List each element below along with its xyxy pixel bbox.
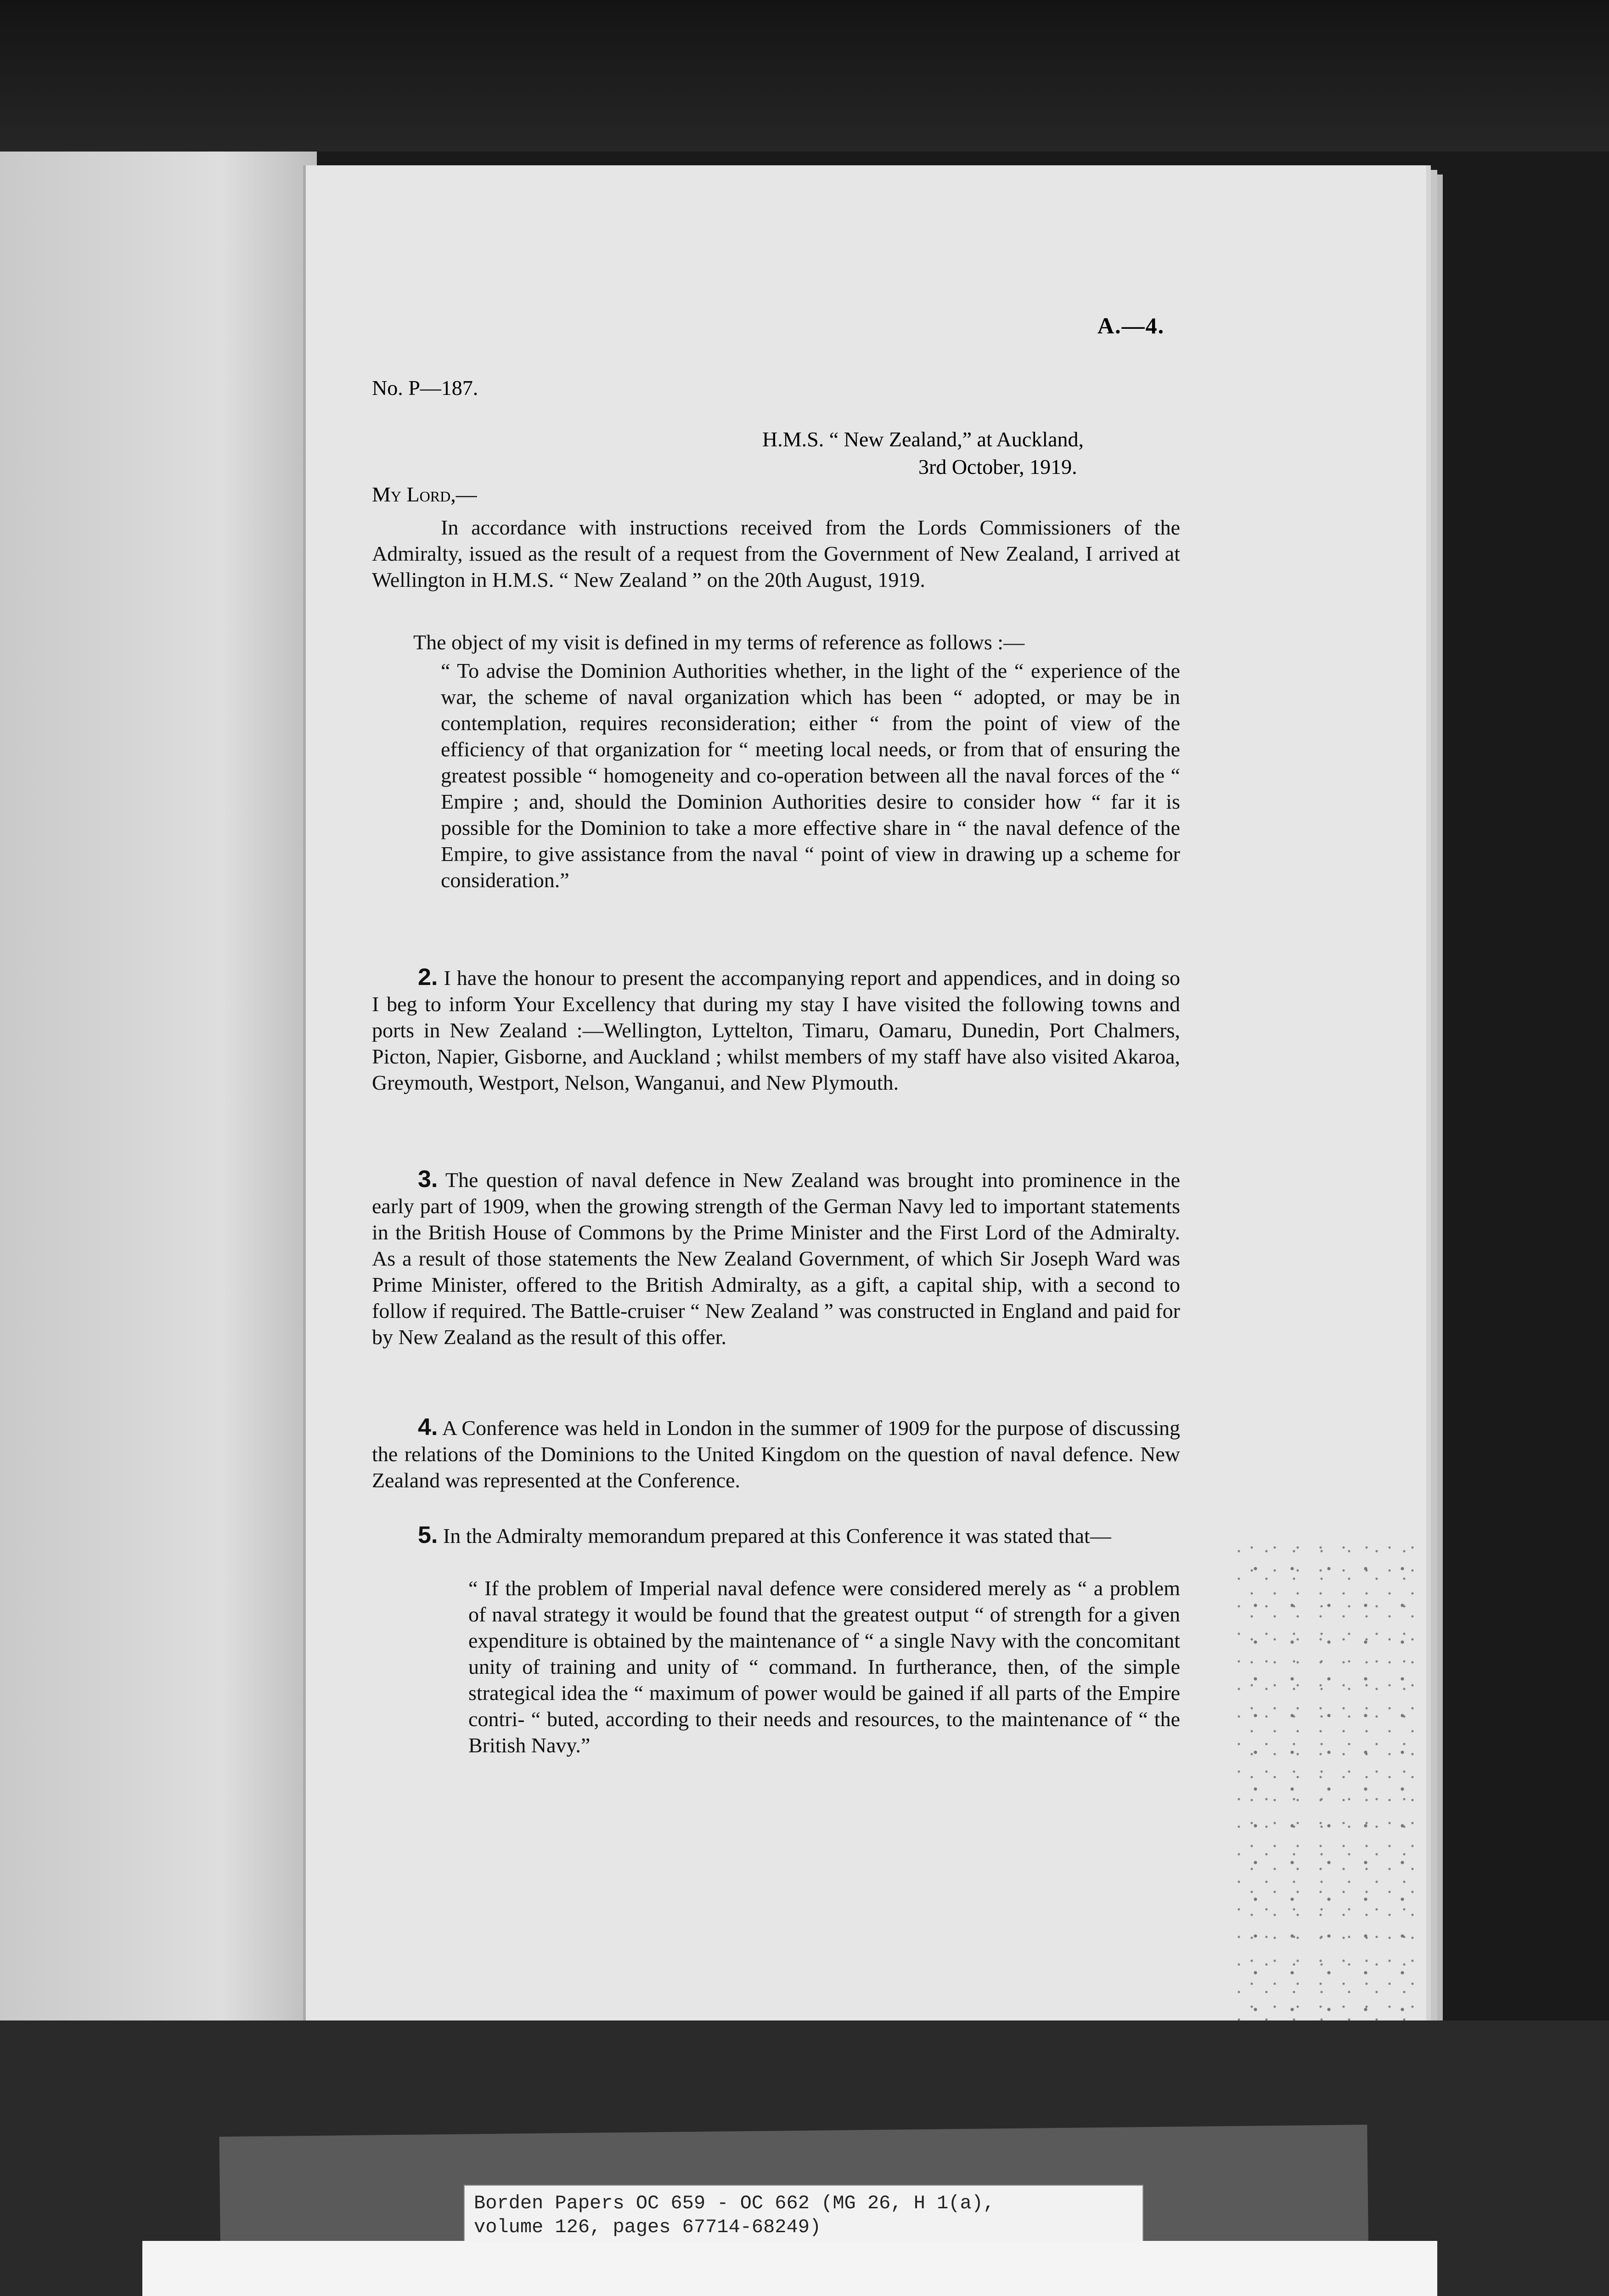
paragraph-1: In accordance with instructions received from the Lords Commissioners of the Admiralty, issued as the result of a request from the Government of New Zealand, I arrived at Wellington in H.M.S. “ New Zealand ” on the 20th August, 1919. bbox=[372, 516, 1180, 591]
paragraph-2 bbox=[372, 964, 1180, 1096]
paragraph-2-number: 2. bbox=[418, 964, 438, 990]
paragraph-4-text: A Conference was held in London in the summer of 1909 for the purpose of discussing the relations of the Dominions to the United Kingdom on the question of naval defence. New Zealand was represented at the Conference. bbox=[372, 1416, 1181, 1492]
paragraph-3-text: The question of naval defence in New Zealand was brought into prominence in the early part of 1909, when the growing strength of the German Navy led to important statements in the British House of Commons by the Prime Minister and the First Lord of the Admiralty. As a result of those statements the New Zealand Government, of which Sir Joseph Ward was Prime Minister, offered to the British Admiralty, as a gift, a capital ship, with a second to follow if required. The Battle-cruiser “ New Zealand ” was constructed in England and paid for by New Zealand as the result of this offer. bbox=[372, 1168, 1180, 1349]
paragraph-5 bbox=[372, 1522, 1180, 1549]
paragraph-1b: The object of my visit is defined in my terms of reference as follows :— bbox=[413, 630, 1025, 654]
archive-label-line-2: volume 126, pages 67714-68249) bbox=[474, 2216, 821, 2238]
facing-page bbox=[0, 152, 317, 2020]
quote-terms-of-reference: “ To advise the Dominion Authorities whether, in the light of the “ experience of the war, the scheme of naval organization which has been “ adopted, or may be in contemplation, requires reconsideration; either “ from the point of view of the efficiency of that organization for “ meeting local needs, or from that of ensuring the greatest possible “ homogeneity and co-operation between all the naval forces of the “ Empire ; and, should the Dominion Authorities desire to consider how “ far it is possible for the Dominion to take a more effective share in “ the naval defence of the Empire, to give assistance from the naval “ point of view in drawing up a scheme for consideration.” bbox=[441, 659, 1180, 892]
document-number: No. P—187. bbox=[372, 376, 478, 400]
paragraph-5-number: 5. bbox=[418, 1522, 438, 1548]
archive-card bbox=[142, 2241, 1437, 2296]
paragraph-4-number: 4. bbox=[418, 1414, 438, 1441]
quote-admiralty-memorandum: “ If the problem of Imperial naval defence were considered merely as “ a problem of naval strategy it would be found that the greatest output “ of strength for a given expenditure is obtained by the maintenance of “ a single Navy with the concomitant unity of training and unity of “ command. In furtherance, then, of the simple strategical idea the “ maximum of power would be gained if all parts of the Empire contri- “ buted, according to their needs and resources, to the maintenance of “ the British Navy.” bbox=[468, 1576, 1180, 1757]
paragraph-2-text: I have the honour to present the accompanying report and appendices, and in doing so I beg to inform Your Excellency that during my stay I have visited the following towns and ports in New Zealand :—Wellington, Lyttelton, Timaru, Oamaru, Dunedin, Port Chalmers, Picton, Napier, Gisborne, and Auckland ; whilst members of my staff have also visited Akaroa, Greymouth, Westport, Nelson, Wanganui, and New Plymouth. bbox=[372, 966, 1181, 1094]
film-top-border bbox=[0, 0, 1609, 152]
address-date: 3rd October, 1919. bbox=[918, 455, 1077, 478]
paragraph-4 bbox=[372, 1414, 1180, 1493]
document-reference: A.—4. bbox=[1097, 313, 1165, 338]
paragraph-3 bbox=[372, 1166, 1180, 1350]
salutation: My Lord,— bbox=[372, 483, 477, 506]
address-line-1: H.M.S. “ New Zealand,” at Auckland, bbox=[762, 428, 1084, 451]
paragraph-5-text: In the Admiralty memorandum prepared at this Conference it was stated that— bbox=[443, 1524, 1111, 1548]
paragraph-3-number: 3. bbox=[418, 1166, 438, 1193]
archive-label-line-1: Borden Papers OC 659 - OC 662 (MG 26, H 1(a), bbox=[474, 2192, 995, 2214]
